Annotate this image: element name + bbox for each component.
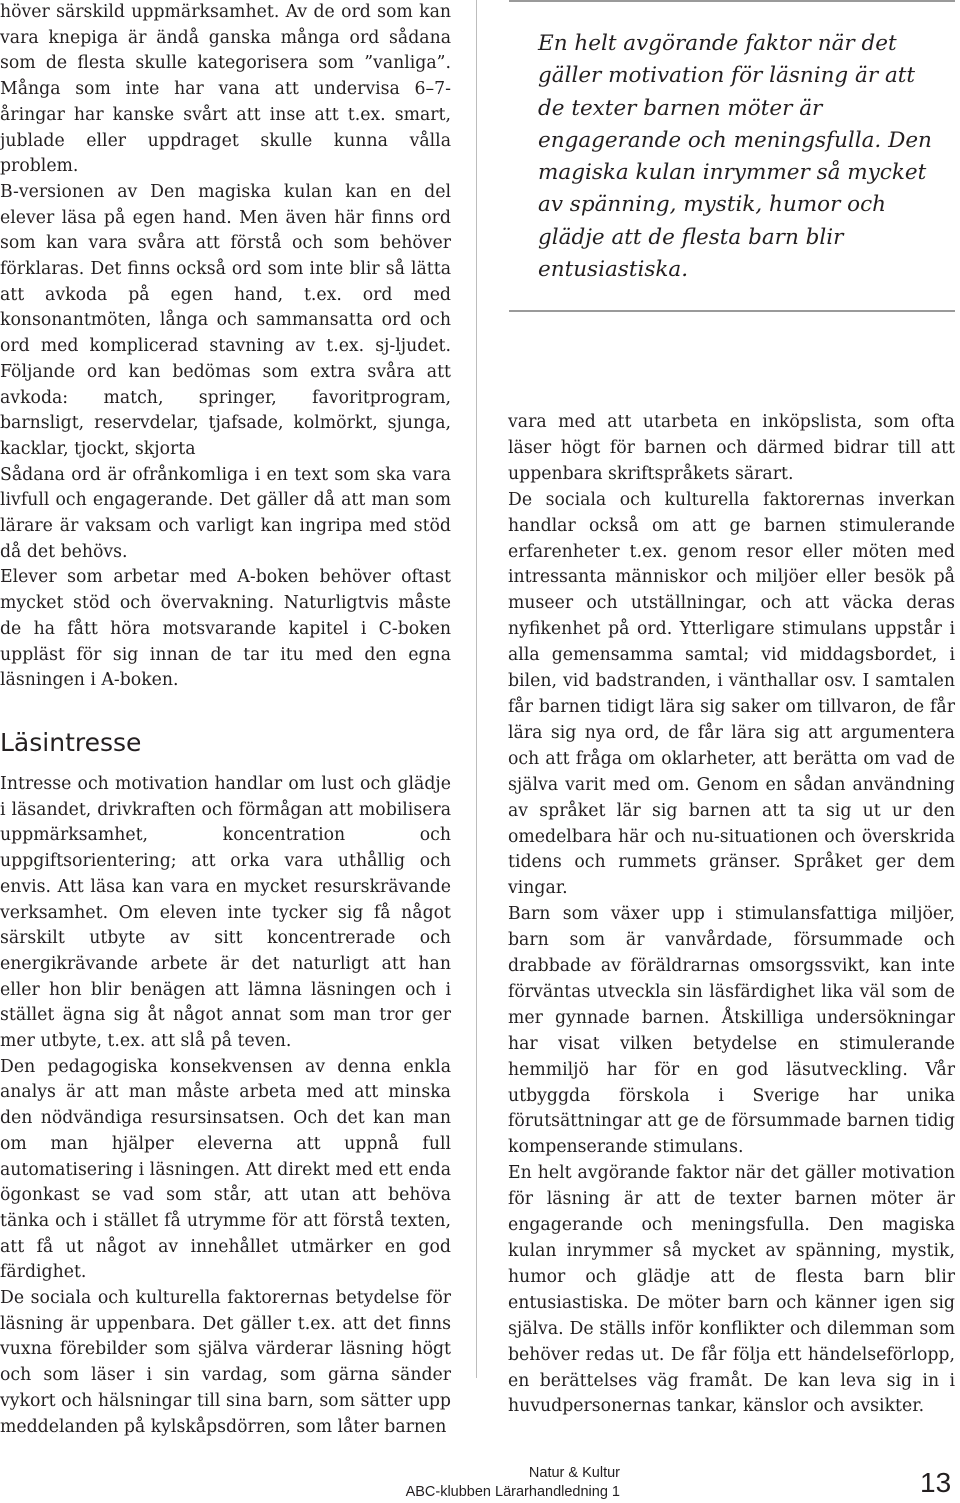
left-paragraph-4	[0, 565, 451, 694]
left-paragraph-7-text: De sociala och kulturella faktorernas betydelse för läsning är uppenbara. Det gäller t.ex. att det finns vuxna förebilder som själva värderar läsning högt och som läser i sin vardag, som gärna sänder vykort och hälsningar till sina barn, som sätter upp meddelanden på kylskåpsdörren, som låter barnen	[0, 1288, 451, 1437]
left-paragraph-5-text: Intresse och motivation handlar om lust och glädje i läsandet, drivkraften och förmågan att mobilisera uppmärksamhet, koncentration och uppgiftsorientering; att orka vara uthållig och envis. Att läsa kan vara en mycket resurskrävande verksamhet. Om eleven inte tycker sig få något särskilt utbyte av sitt koncentrerade och energikrävande arbete är det naturligt att han eller hon blir benägen att lämna läsningen och i stället ägna sig åt något annat som man tror ger mer utbyte, t.ex. att slå på teven.	[0, 773, 451, 1052]
right-paragraph-3: Barn som växer upp i stimulansfattiga miljöer, barn som är vanvårdade, försummade och drabbade av föräldrarnas omsorgssvikt, kan inte förväntas utveckla sin läsfärdighet lika väl som de mer gynnade barnen. Åtskilliga undersökningar har visat vilken betydelse en stimulerande hemmiljö har för en god läsutveckling. Vår utbyggda förskola i Sverige har unika förutsättningar att ge de försummade barnen tidig kompenserande stimulans.	[508, 904, 955, 1158]
left-paragraph-2-text: B-versionen av Den magiska kulan kan en del elever läsa på egen hand. Men även här finns ord som kan vara svåra att förstå och som behöver förklaras. Det finns också ord som inte blir så lätta att avkoda på egen hand, t.ex. ord med konsonantmöten, långa och sammansatta ord och ord med komplicerad stavning av t.ex. sj-ljudet. Följande ord kan bedömas som extra svåra att avkoda: match, springer, favoritprogram, barnsligt, reservdelar, tjafsade, kolmörkt, sjunga, kacklar, tjockt, skjorta	[0, 181, 451, 459]
left-paragraph-3-text: Sådana ord är ofrånkomliga i en text som ska vara livfull och engagerande. Det gäller då att man som lärare är vaksam och varligt kan ingripa med stöd då det behövs.	[0, 464, 451, 562]
right-column	[508, 410, 955, 1420]
left-column	[0, 0, 451, 1440]
left-paragraph-6-text: Den pedagogiska konsekvensen av denna enkla analys är att man måste arbeta med att minska den nödvändiga resursinsatsen. Och det kan man om man hjälper eleverna att uppnå full automatisering i läsningen. Att direkt med ett enda ögonkast se vad som står, att utan att behöva tänka och i stället få utrymme för att förstå texten, att få ut något av innehållet utmärker en god färdighet.	[0, 1056, 451, 1283]
right-paragraph-1: vara med att utarbeta en inköpslista, som ofta läser högt för barnen och därmed bidrar till att uppenbara skriftspråkets särart.	[508, 412, 955, 484]
pull-quote: En helt avgörande faktor när det gäller motivation för läsning är att de texter barnen möter är engagerande och meningsfulla. Den magiska kulan inrymmer så mycket av spänning, mystik, humor och glädje att de flesta barn blir entusiastiska.	[538, 31, 932, 283]
left-paragraph-3	[0, 463, 451, 566]
left-paragraph-7	[0, 1286, 451, 1440]
section-heading: Läsintresse	[0, 727, 142, 757]
footer-publisher: Natur & Kultur	[528, 1465, 620, 1481]
left-paragraph-6	[0, 1055, 451, 1286]
right-paragraph-2: De sociala och kulturella faktorernas inverkan handlar också om att ge barnen stimulerande erfarenheter t.ex. genom resor eller möten med intressanta människor och miljöer eller besök på museer och utställningar, och att väcka deras nyfikenhet på ord. Ytterligare stimulans uppstår i alla gemensamma samtal; vid middagsbordet, i bilen, vid badstranden, i vänthallar osv. I samtalen får barnen tidigt lära sig saker om tillvaron, de får lära sig nya ord, de får lära sig att argumentera och att fråga om oklarheter, att berätta om vad de själva varit med om. Genom en sådan användning av språket lär sig barnen att ta sig ut ur den omedelbara här och nu-situationen och överskrida tidens och rummets gränser. Språket ger dem vingar.	[508, 489, 955, 899]
footer-book-title: ABC-klubben Lärarhandledning 1	[405, 1484, 620, 1500]
column-divider	[476, 0, 477, 1378]
left-paragraph-4-text: Elever som arbetar med A-boken behöver oftast mycket stöd och övervakning. Naturligtvis måste de ha fått höra motsvarande kapitel i C-boken uppläst för sig innan de tar itu med den egna läsningen i A-boken.	[0, 567, 451, 691]
page-number: 13	[920, 1467, 952, 1498]
left-paragraph-2	[0, 180, 451, 463]
page-footer	[400, 1464, 620, 1502]
left-paragraph-1-text: höver särskild uppmärksamhet. Av de ord som kan vara knepiga är ändå ganska många ord sådana som de flesta skulle kategorisera som ”vanliga”. Många som inte har vana att undervisa 6–7-åringar har kanske svårt att inse att t.ex. smart, jublade eller uppdraget skulle kunna vålla problem.	[0, 2, 451, 177]
left-paragraph-1	[0, 0, 451, 180]
left-paragraph-5	[0, 772, 451, 1055]
right-paragraph-4: En helt avgörande faktor när det gäller motivation för läsning är att de texter barnen möter är engagerande och meningsfulla. Den magiska kulan inrymmer så mycket av spänning, mystik, humor och glädje att de flesta barn blir entusiastiska. De möter barn och känner igen sig själva. De ställs inför konflikter och dilemman som behöver redas ut. De får följa ett händelseförlopp, en berättelses väg framåt. De kan leva sig in i huvudpersonernas tankar, känslor och avsikter.	[508, 1163, 955, 1417]
